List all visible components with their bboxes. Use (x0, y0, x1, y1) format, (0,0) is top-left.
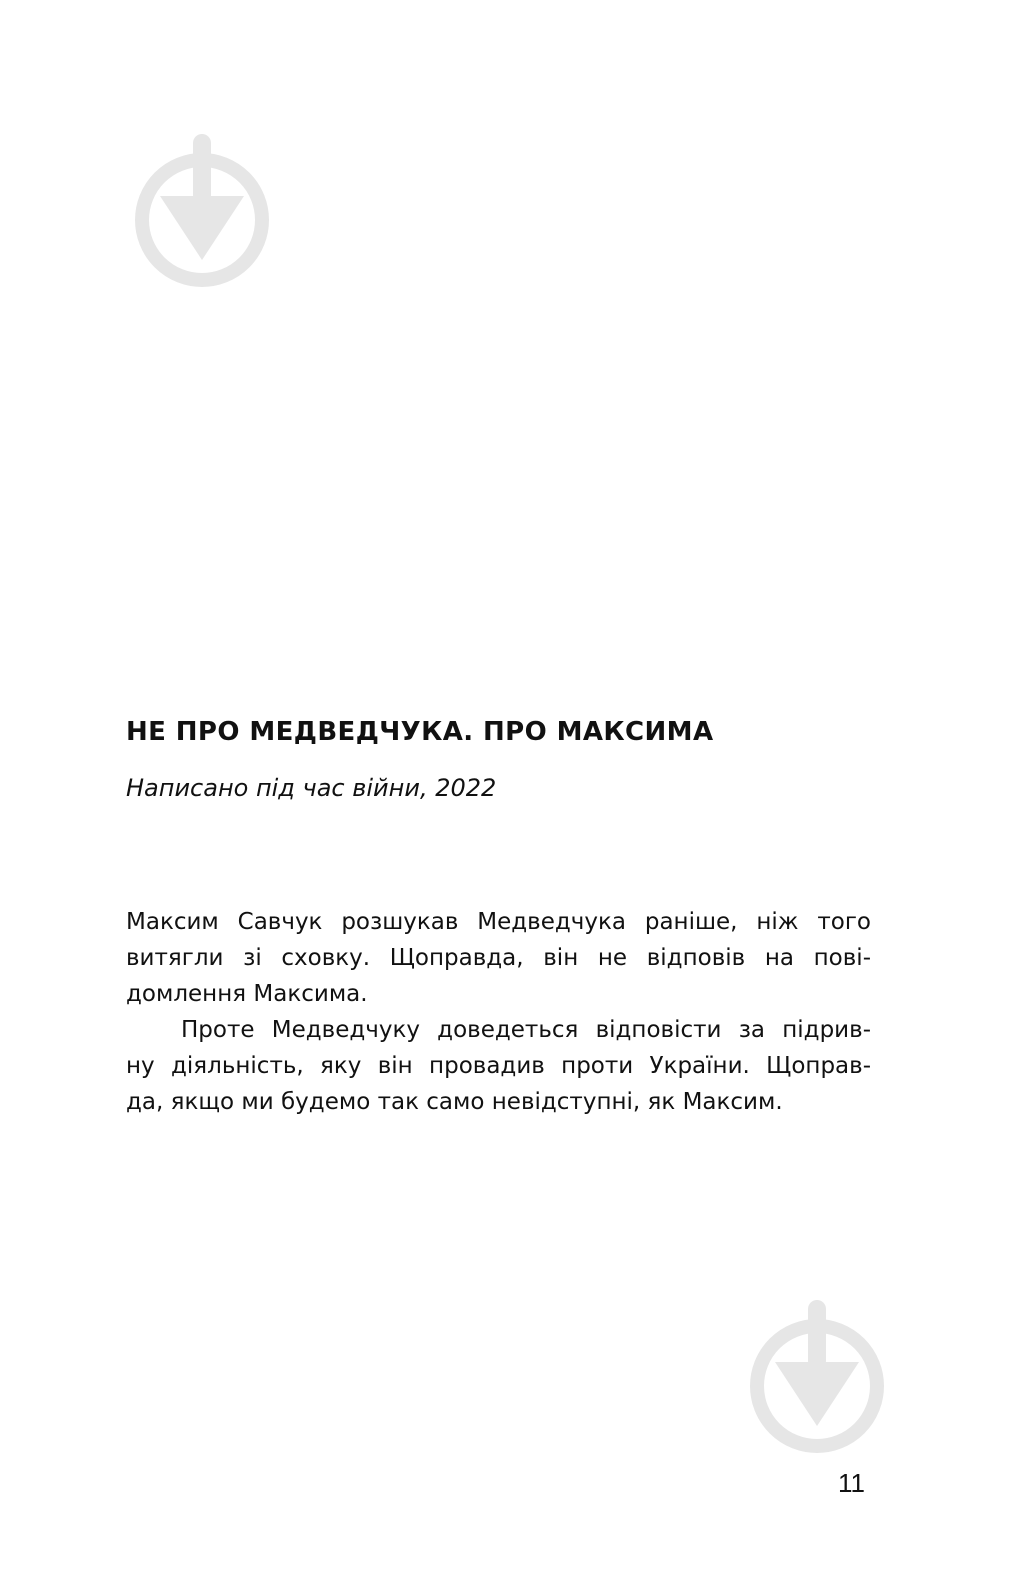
body-line: Проте Медведчуку доведеться відповісти за підрив- (181, 1017, 871, 1043)
chapter-title: НЕ ПРО МЕДВЕДЧУКА. ПРО МАКСИМА (126, 717, 714, 747)
body-line: ну діяльність, яку він провадив проти України. Щоправ- (126, 1053, 871, 1079)
body-line: Максим Савчук розшукав Медведчука раніше, ніж того (126, 909, 871, 935)
body-line: витягли зі сховку. Щоправда, він не відповів на пові- (126, 945, 871, 971)
page-number: 11 (838, 1468, 865, 1498)
watermark-download-icon-top (132, 132, 272, 292)
chapter-subtitle: Написано під час війни, 2022 (126, 774, 497, 802)
chapter-header (126, 712, 866, 806)
body-text (126, 904, 871, 1120)
body-line: домлення Максима. (126, 981, 368, 1007)
watermark-download-icon-bottom (747, 1298, 887, 1458)
body-line: да, якщо ми будемо так само невідступні, як Максим. (126, 1089, 783, 1115)
